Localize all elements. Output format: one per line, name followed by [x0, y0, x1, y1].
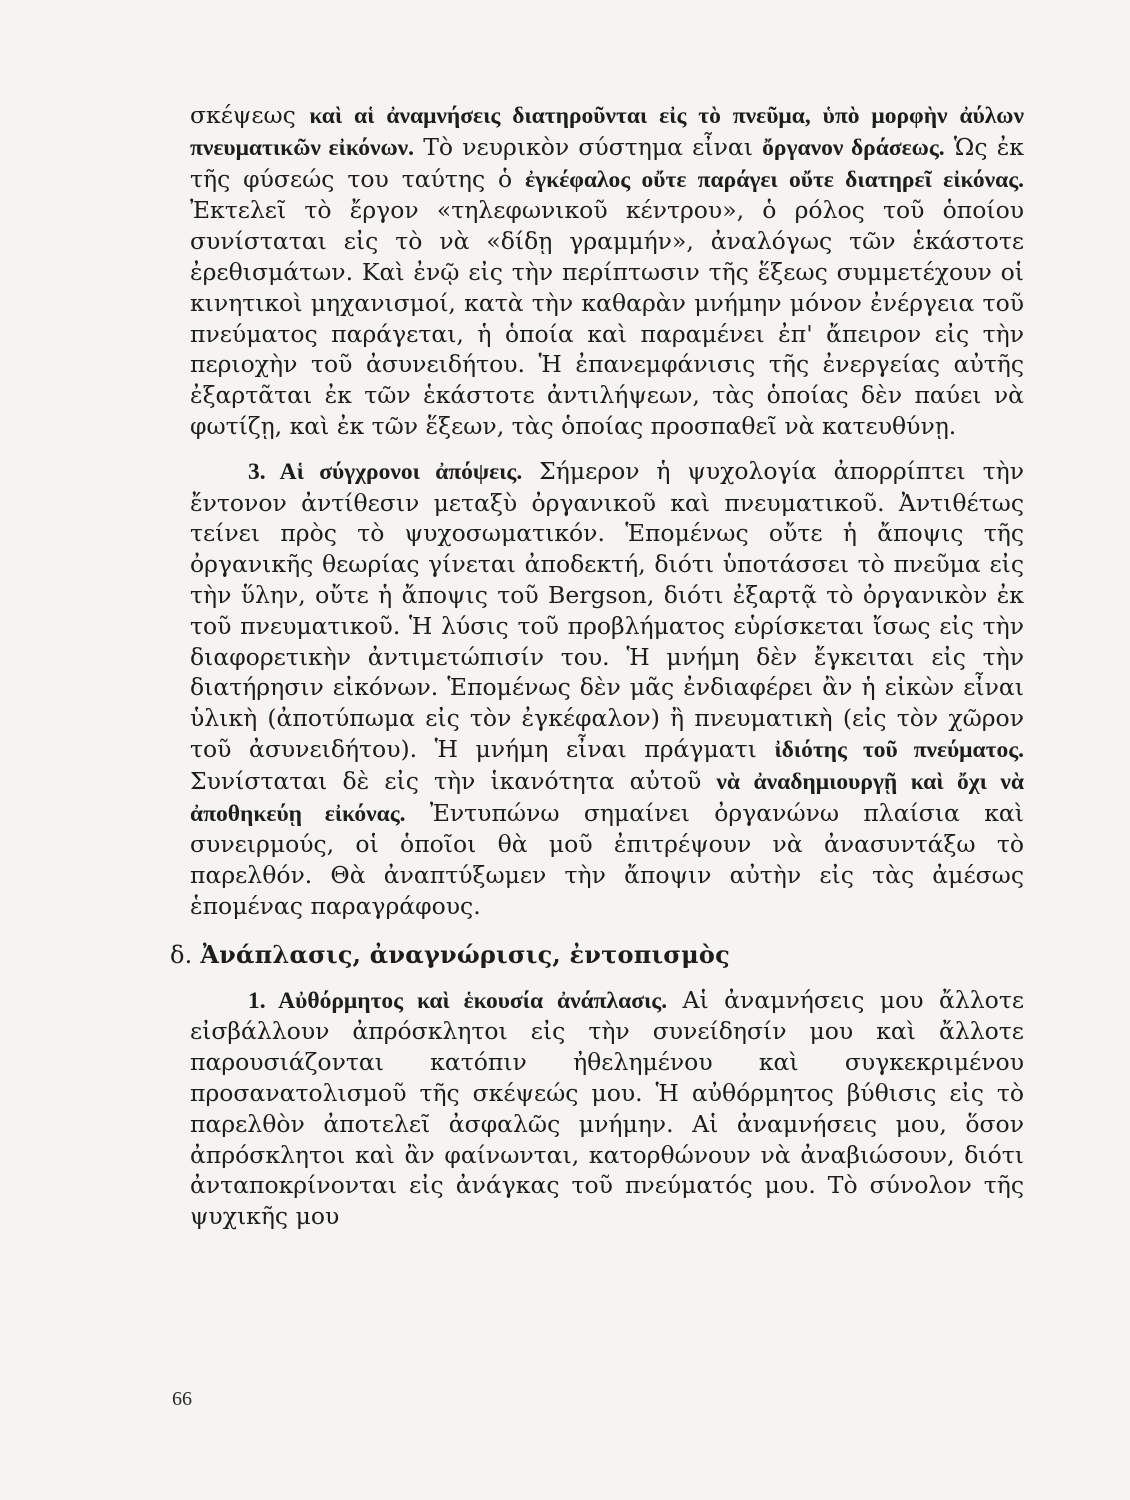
- text-run: σκέψεως: [190, 101, 310, 129]
- paragraph-spontaneous-recall: [190, 985, 1024, 1232]
- body-text: [170, 100, 1025, 1232]
- section-heading: [170, 940, 1024, 971]
- paragraph-memory-theory: [190, 100, 1024, 442]
- author-name: Bergson: [548, 580, 647, 609]
- subsection-heading: 3. Αἱ σύγχρονοι ἀπόψεις.: [248, 458, 523, 485]
- bold-phrase: ἐγκέφαλος οὔτε παράγει οὔτε διατηρεῖ εἰκόνας.: [525, 166, 1025, 193]
- subsection-heading: 1. Αὐθόρμητος καὶ ἑκουσία ἀνάπλασις.: [248, 987, 668, 1014]
- bold-phrase: καὶ αἱ ἀναμνήσεις διατηροῦνται εἰς τὸ πνεῦμα, ὑπὸ μορφὴν ἀύλων πνευματικῶν εἰκόνων.: [190, 103, 1024, 161]
- bold-phrase: νὰ ἀναδημιουργῇ καὶ ὄχι νὰ ἀποθηκεύῃ εἰκόνας.: [190, 768, 1024, 827]
- page-number: 66: [172, 1388, 192, 1410]
- section-letter: δ.: [170, 940, 201, 969]
- text-run: , διότι ἐξαρτᾷ τὸ ὀργανικὸν ἐκ τοῦ πνευματικοῦ. Ἡ λύσις τοῦ προβλήματος εὑρίσκεται ἴσως εἰς τὴν διαφορετικὴν ἀντιμετώπισίν του. Ἡ μνήμη δὲν ἔγκειται εἰς τὴν διατήρησιν εἰκόνων. Ἑπομένως δὲν μᾶς ἐνδιαφέρει ἂν ἡ εἰκὼν εἶναι ὑλικὴ (ἀποτύπωμα εἰς τὸν ἐγκέφαλον) ἢ πνευματικὴ (εἰς τὸν χῶρον τοῦ ἀσυνειδήτου). Ἡ μνήμη εἶναι πράγματι: [190, 580, 1024, 763]
- text-run: Ὡς ἐκ τῆς φύσεώς του ταύτης ὁ: [190, 132, 1024, 193]
- text-run: Αἱ ἀναμνήσεις μου ἄλλοτε εἰσβάλλουν ἀπρόσκλητοι εἰς τὴν συνείδησίν μου καὶ ἄλλοτε παρουσιάζονται κατόπιν ἠθελημένου καὶ συγκεκριμένου προσανατολισμοῦ τῆς σκέψεώς μου. Ἡ αὐθόρμητος βύθισις εἰς τὸ παρελθὸν ἀποτελεῖ ἀσφαλῶς μνήμην. Αἱ ἀναμνήσεις μου, ὅσον ἀπρόσκλητοι καὶ ἂν φαίνωνται, κατορθώνουν νὰ ἀναβιώσουν, διότι ἀνταποκρίνονται εἰς ἀνάγκας τοῦ πνεύματός μου. Τὸ σύνολον τῆς ψυχικῆς μου: [190, 985, 1024, 1231]
- text-run: Ἐκτελεῖ τὸ ἔργον «τηλεφωνικοῦ κέντρου», ὁ ρόλος τοῦ ὁποίου συνίσταται εἰς τὸ νὰ «δίδῃ γραμμήν», ἀναλόγως τῶν ἑκάστοτε ἐρεθισμάτων. Καὶ ἐνῷ εἰς τὴν περίπτωσιν τῆς ἕξεως συμμετέχουν οἱ κινητικοὶ μηχανισμοί, κατὰ τὴν καθαρὰν μνήμην μόνον ἐνέργεια τοῦ πνεύματος παράγεται, ἡ ὁποία καὶ παραμένει ἐπ' ἄπειρον εἰς τὴν περιοχὴν τοῦ ἀσυνειδήτου. Ἡ ἐπανεμφάνισις τῆς ἐνεργείας αὐτῆς ἐξαρτᾶται ἐκ τῶν ἑκάστοτε ἀντιλήψεων, τὰς ὁποίας δὲν παύει νὰ φωτίζῃ, καὶ ἐκ τῶν ἕξεων, τὰς ὁποίας προσπαθεῖ νὰ κατευθύνῃ.: [190, 196, 1024, 440]
- text-run: Συνίσταται δὲ εἰς τὴν ἱκανότητα αὐτοῦ: [190, 766, 717, 795]
- text-run: Ἐντυπώνω σημαίνει ὀργανώνω πλαίσια καὶ συνειρμούς, οἱ ὁποῖοι θὰ μοῦ ἐπιτρέψουν νὰ ἀνασυντάξω τὸ παρελθόν. Θὰ ἀναπτύξωμεν τὴν ἄποψιν αὐτὴν εἰς τὰς ἀμέσως ἑπομένας παραγράφους.: [190, 798, 1024, 920]
- paragraph-contemporary-views: [190, 456, 1024, 922]
- text-run: Σήμερον ἡ ψυχολογία ἀπορρίπτει τὴν ἔντονον ἀντίθεσιν μεταξὺ ὀργανικοῦ καὶ πνευματικοῦ. Ἀντιθέτως τείνει πρὸς τὸ ψυχοσωματικόν. Ἑπομένως οὔτε ἡ ἄποψις τῆς ὀργανικῆς θεωρίας γίνεται ἀποδεκτή, διότι ὑποτάσσει τὸ πνεῦμα εἰς τὴν ὕλην, οὔτε ἡ ἄποψις τοῦ: [190, 456, 1024, 609]
- bold-phrase: ἰδιότης τοῦ πνεύματος.: [774, 736, 1024, 763]
- text-run: Τὸ νευρικὸν σύστημα εἶναι: [414, 132, 763, 161]
- bold-phrase: ὄργανον δράσεως.: [762, 134, 945, 161]
- section-title: Ἀνάπλασις, ἀναγνώρισις, ἐντοπισμὸς: [200, 939, 730, 969]
